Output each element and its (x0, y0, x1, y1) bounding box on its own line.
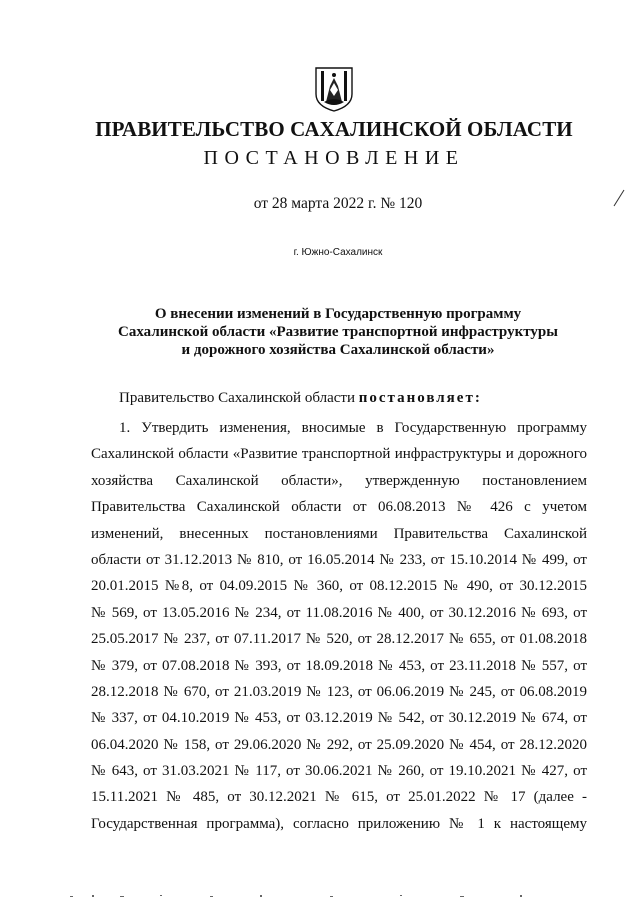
government-title: ПРАВИТЕЛЬСТВО САХАЛИНСКОЙ ОБЛАСТИ (95, 117, 573, 141)
body-line: Сахалинской области «Развитие транспортной инфраструктуры и дорожного (91, 446, 587, 463)
subject-line: О внесении изменений в Государственную программу (154, 306, 522, 322)
pen-mark (612, 188, 626, 208)
subject-line: Сахалинской области «Развитие транспортной инфраструктуры (118, 324, 558, 340)
body-line: Государственная программа), согласно приложению № 1 к настоящему (91, 815, 587, 832)
body-line: № 569, от 13.05.2016 № 234, от 11.08.2016 № 400, от 30.12.2016 № 693, от (91, 604, 587, 621)
body-line: 06.04.2020 № 158, от 29.06.2020 № 292, от 25.09.2020 № 454, от 28.12.2020 (91, 736, 587, 753)
document-date-number: от 28 марта 2022 г. № 120 (253, 195, 423, 212)
subject-line: и дорожного хозяйства Сахалинской области» (181, 342, 495, 358)
coat-of-arms-icon (312, 66, 356, 112)
body-line: № 643, от 31.03.2021 № 117, от 30.06.2021 № 260, от 19.10.2021 № 427, от (91, 763, 587, 780)
body-line: № 379, от 07.08.2018 № 393, от 18.09.2018 № 453, от 23.11.2018 № 557, от (91, 657, 587, 674)
document-city: г. Южно-Сахалинск (293, 247, 383, 258)
body-line: хозяйства Сахалинской области», утвержденную постановлением (91, 472, 587, 489)
preamble (119, 390, 482, 407)
preamble-lead: Правительство Сахалинской области (119, 390, 355, 406)
document-subject (0, 305, 630, 359)
scan-artifact (0, 890, 630, 902)
body-line: 28.12.2018 № 670, от 21.03.2019 № 123, от 06.06.2019 № 245, от 06.08.2019 (91, 683, 587, 700)
preamble-verb: постановляет: (358, 390, 482, 406)
body-line: изменений, внесенных постановлениями Правительства Сахалинской (91, 525, 587, 542)
document-body (91, 415, 587, 837)
body-line: № 337, от 04.10.2019 № 453, от 03.12.2019 № 542, от 30.12.2019 № 674, от (91, 710, 587, 727)
body-line: 25.05.2017 № 237, от 07.11.2017 № 520, от 28.12.2017 № 655, от 01.08.2018 (91, 631, 587, 648)
body-line: 20.01.2015 №8, от 04.09.2015 № 360, от 08.12.2015 № 490, от 30.12.2015 (91, 578, 587, 595)
body-line: Правительства Сахалинской области от 06.08.2013 № 426 с учетом (91, 499, 587, 516)
document-type: ПОСТАНОВЛЕНИЕ (203, 147, 465, 169)
body-line: 1. Утвердить изменения, вносимые в Государственную программу (119, 420, 587, 436)
body-line: области от 31.12.2013 № 810, от 16.05.2014 № 233, от 15.10.2014 № 499, от (91, 551, 587, 568)
body-line: 15.11.2021 № 485, от 30.12.2021 № 615, от 25.01.2022 № 17 (далее - (91, 789, 587, 806)
